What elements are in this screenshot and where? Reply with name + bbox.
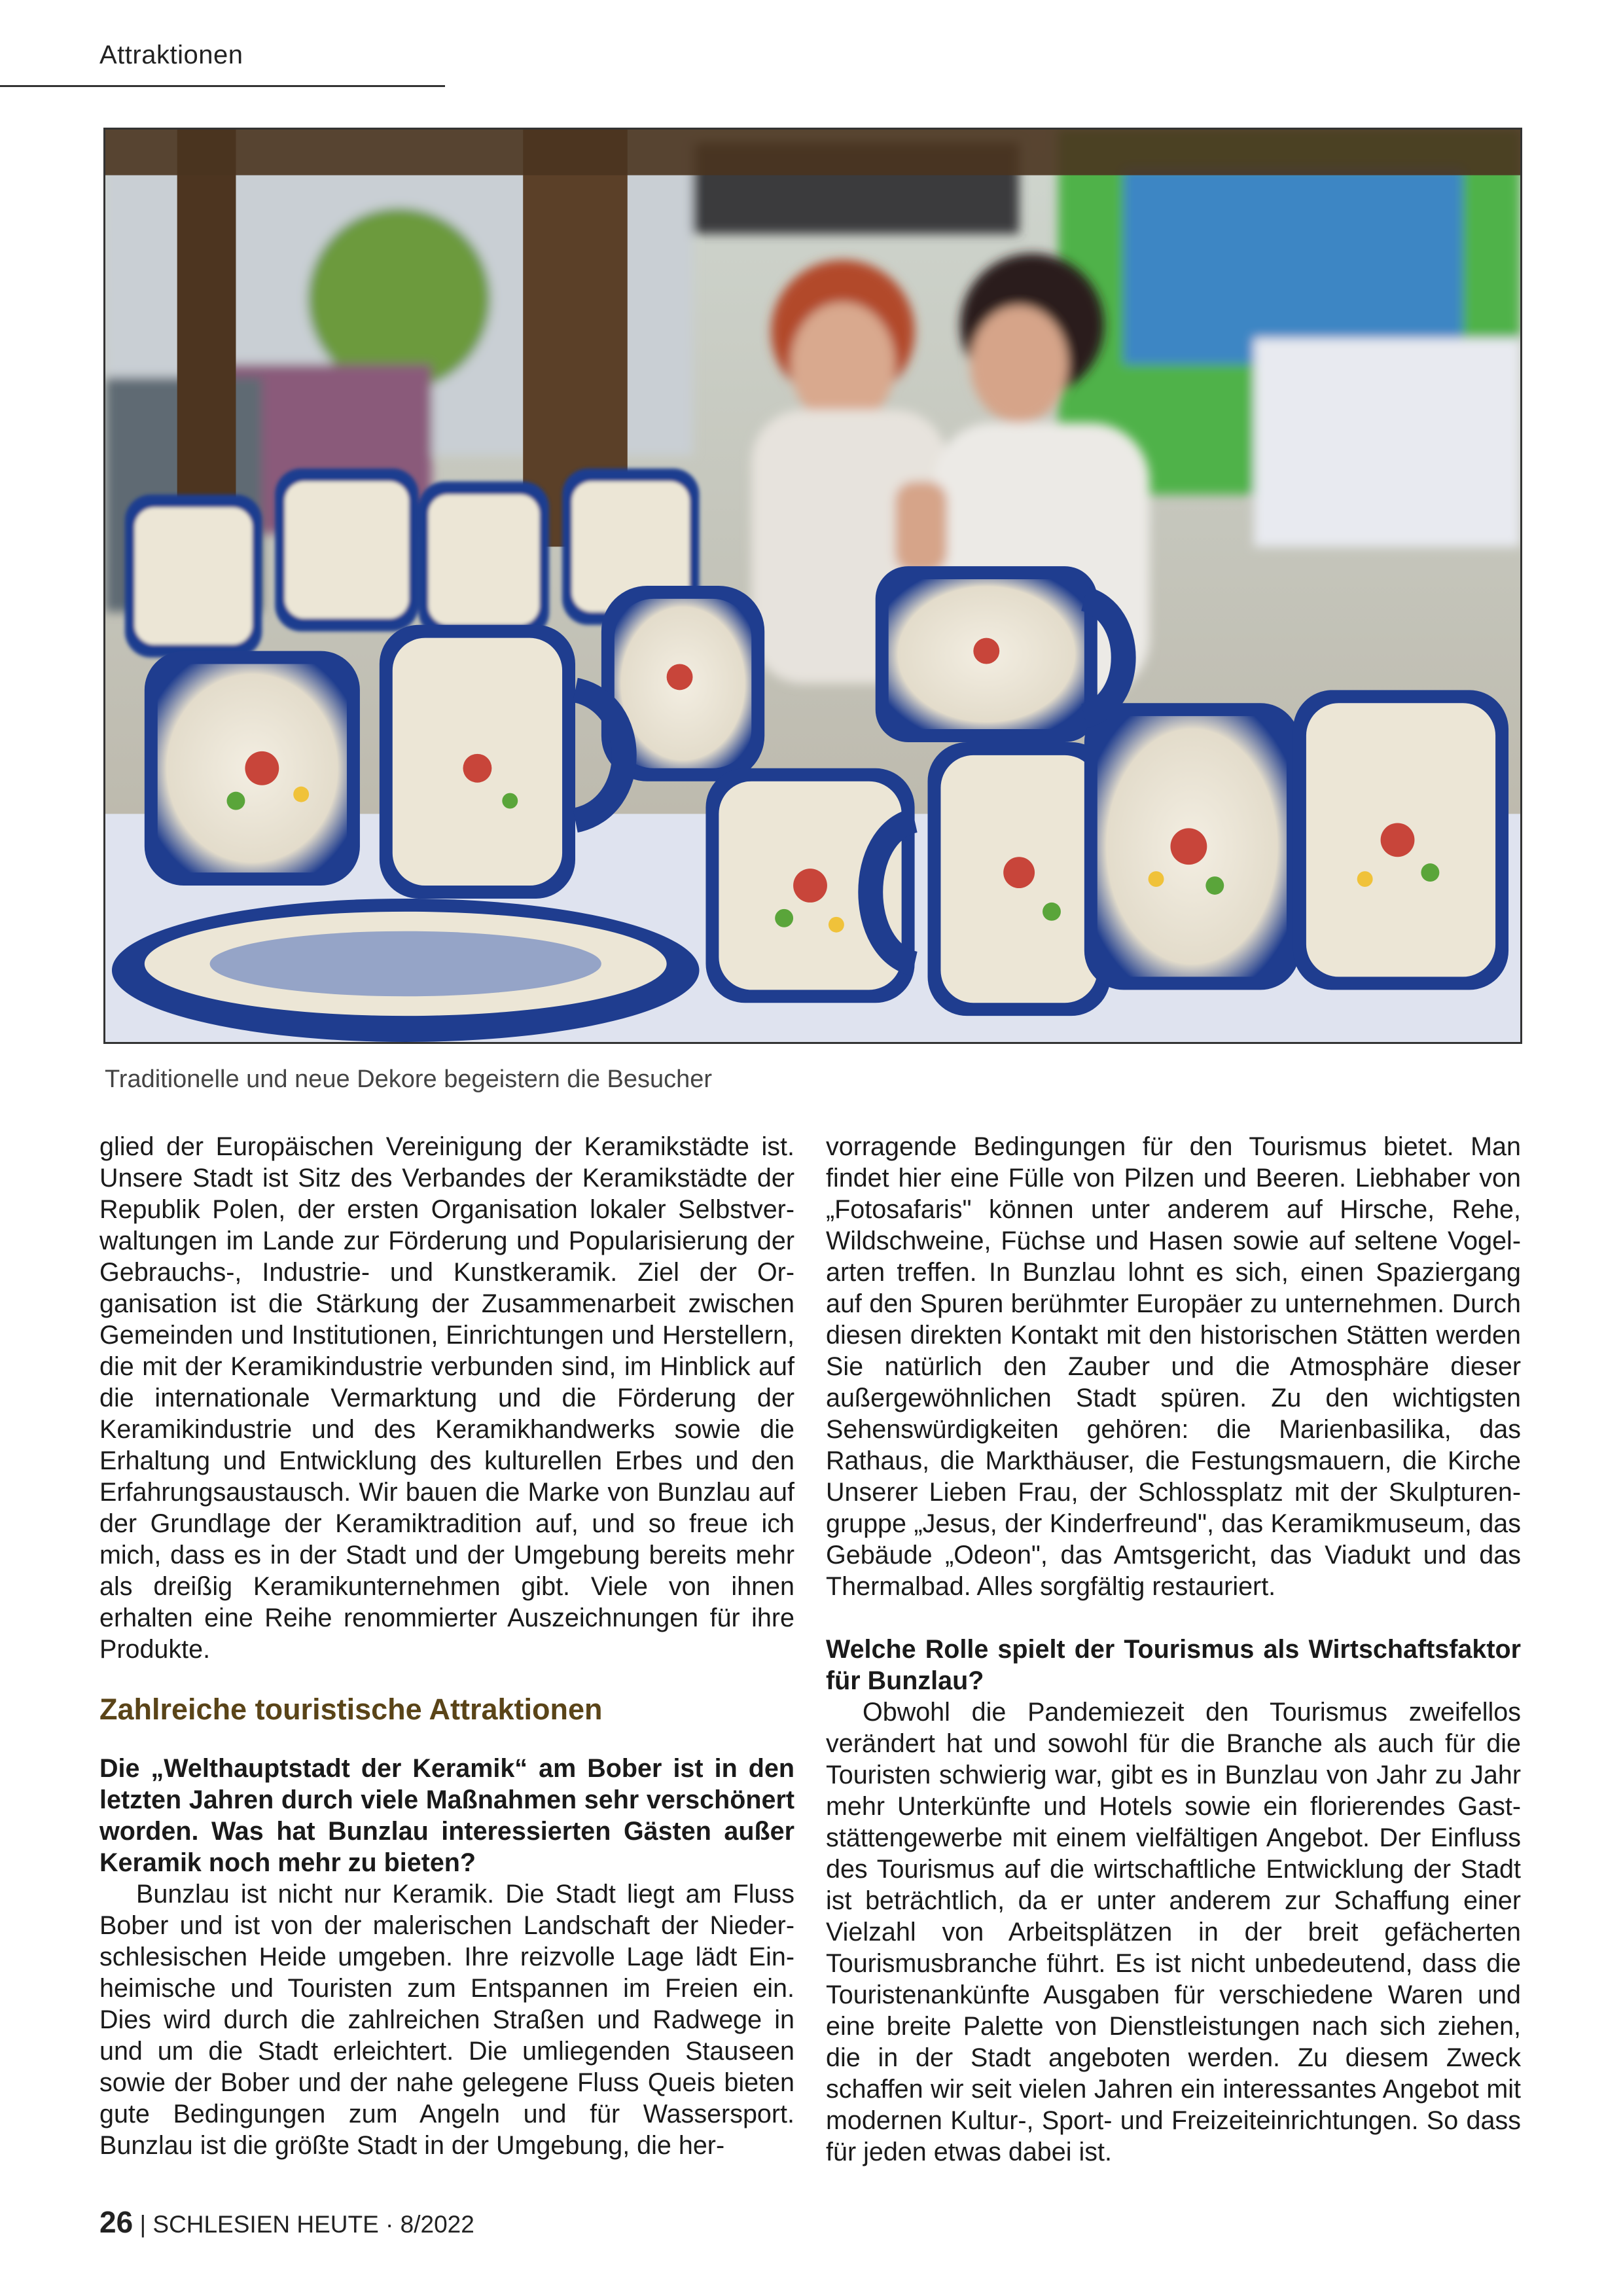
publication-name: SCHLESIEN HEUTE · 8/2022 [152,2211,474,2238]
paragraph: glied der Europäischen Vereinigung der Keramikstädte ist. Unsere Stadt ist Sitz des Verbandes der Keramikstädte der Republik Polen, der ersten Organisation lokaler Selbstverwaltungen im Lande zur Förderung und Popularisierung der Gebrauchs-, Industrie- und Kunstkeramik. Ziel der Organisation ist die Stärkung der Zusammenarbeit zwischen Gemeinden und Institutionen, Einrichtungen und Herstellern, die mit der Keramikindustrie verbunden sind, im Hinblick auf die internationale Vermarktung und die Förderung der Keramikindustrie und des Keramikhandwerks sowie die Erhaltung und Entwicklung des kulturellen Erbes und den Erfahrungsaustausch. Wir bauen die Marke von Bunzlau auf der Grundlage der Keramiktradition auf, und so freue ich mich, dass es in der Stadt und der Umgebung bereits mehr als dreißig Keramikunternehmen gibt. Viele von ihnen erhalten eine Reihe renommierter Auszeichnungen für ihre Produkte. [99,1132,794,1664]
page-footer [99,2204,474,2240]
section-label: Attraktionen [99,41,243,69]
ceramics-illustration [105,130,1520,1042]
market-photo-ceramics [103,128,1522,1044]
section-subheading: Zahlreiche touristische Attraktionen [99,1693,603,1726]
photo-caption: Traditionelle und neue Dekore begeistern die Besucher [105,1066,713,1093]
paragraph: Obwohl die Pandemiezeit den Tourismus zweifellos verändert hat und sowohl für die Branche als auch für die Touristen schwierig war, gibt es in Bunzlau von Jahr zu Jahr mehr Unterkünfte und Hotels sowie ein florierendes Gaststättengewerbe mit einem vielfältigen Angebot. Der Einfluss des Tourismus auf die wirtschaftliche Entwicklung der Stadt ist beträchtlich, da er unter anderem zur Schaffung einer Vielzahl von Arbeitsplätzen in der breit gefächerten Tourismusbranche führt. Es ist nicht unbedeutend, dass die Touristenankünfte Ausgaben für verschiedene Waren und eine breite Palette von Dienstleistungen nach sich ziehen, die in der Stadt angeboten werden. Zu diesem Zweck schaffen wir seit vielen Jahren ein interessantes Angebot mit modernen Kultur-, Sport- und Freizeiteinrichtungen. So dass für jeden etwas dabei ist. [826,1698,1521,2166]
paragraph: Bunzlau ist nicht nur Keramik. Die Stadt liegt am Fluss Bober und ist von der malerischen Landschaft der Niederschlesischen Heide umgeben. Ihre reizvolle Lage lädt Einheimische und Touristen zum Entspannen im Freien ein. Dies wird durch die zahlreichen Straßen und Radwege in und um die Stadt erleichtert. Die umliegenden Stauseen sowie der Bober und der nahe gelegene Fluss Queis bieten gute Bedingungen zum Angeln und für Wassersport. Bunzlau ist die größte Stadt in der Umgebung, die her- [99,1880,794,2160]
interview-question: Welche Rolle spielt der Tourismus als Wirtschaftsfaktor für Bunzlau? [826,1635,1521,1695]
interview-question: Die „Welthauptstadt der Keramik“ am Bober ist in den letzten Jahren durch viele Maßnahmen sehr verschönert worden. Was hat Bunzlau interessierten Gästen außer Keramik noch mehr zu bieten? [99,1754,794,1877]
article-column-right [826,1131,1521,2168]
page-number: 26 [99,2205,134,2239]
header-rule [0,85,445,87]
paragraph: vorragende Bedingungen für den Tourismus bietet. Man findet hier eine Fülle von Pilzen und Beeren. Liebhaber von „Fotosafaris" können unter anderem auf Hirsche, Rehe, Wildschweine, Füchse und Hasen sowie auf seltene Vogelarten treffen. In Bunzlau lohnt es sich, einen Spaziergang auf den Spuren berühmter Europäer zu unternehmen. Durch diesen direkten Kontakt mit den historischen Stätten werden Sie natürlich den Zauber und die Atmosphäre dieser außergewöhnlichen Stadt spüren. Zu den wichtigsten Sehenswürdigkeiten gehören: die Marienbasilika, das Rathaus, die Markthäuser, die Festungsmauern, die Kirche Unserer Lieben Frau, der Schlossplatz mit der Skulpturengruppe „Jesus, der Kinderfreund", das Keramikmuseum, das Gebäude „Odeon", das Amtsgericht, das Viadukt und das Thermalbad. Alles sorgfältig restauriert. [826,1132,1521,1601]
article-column-left [99,1131,794,2161]
spacer [826,1602,1521,1634]
footer-separator: | [139,2211,147,2238]
